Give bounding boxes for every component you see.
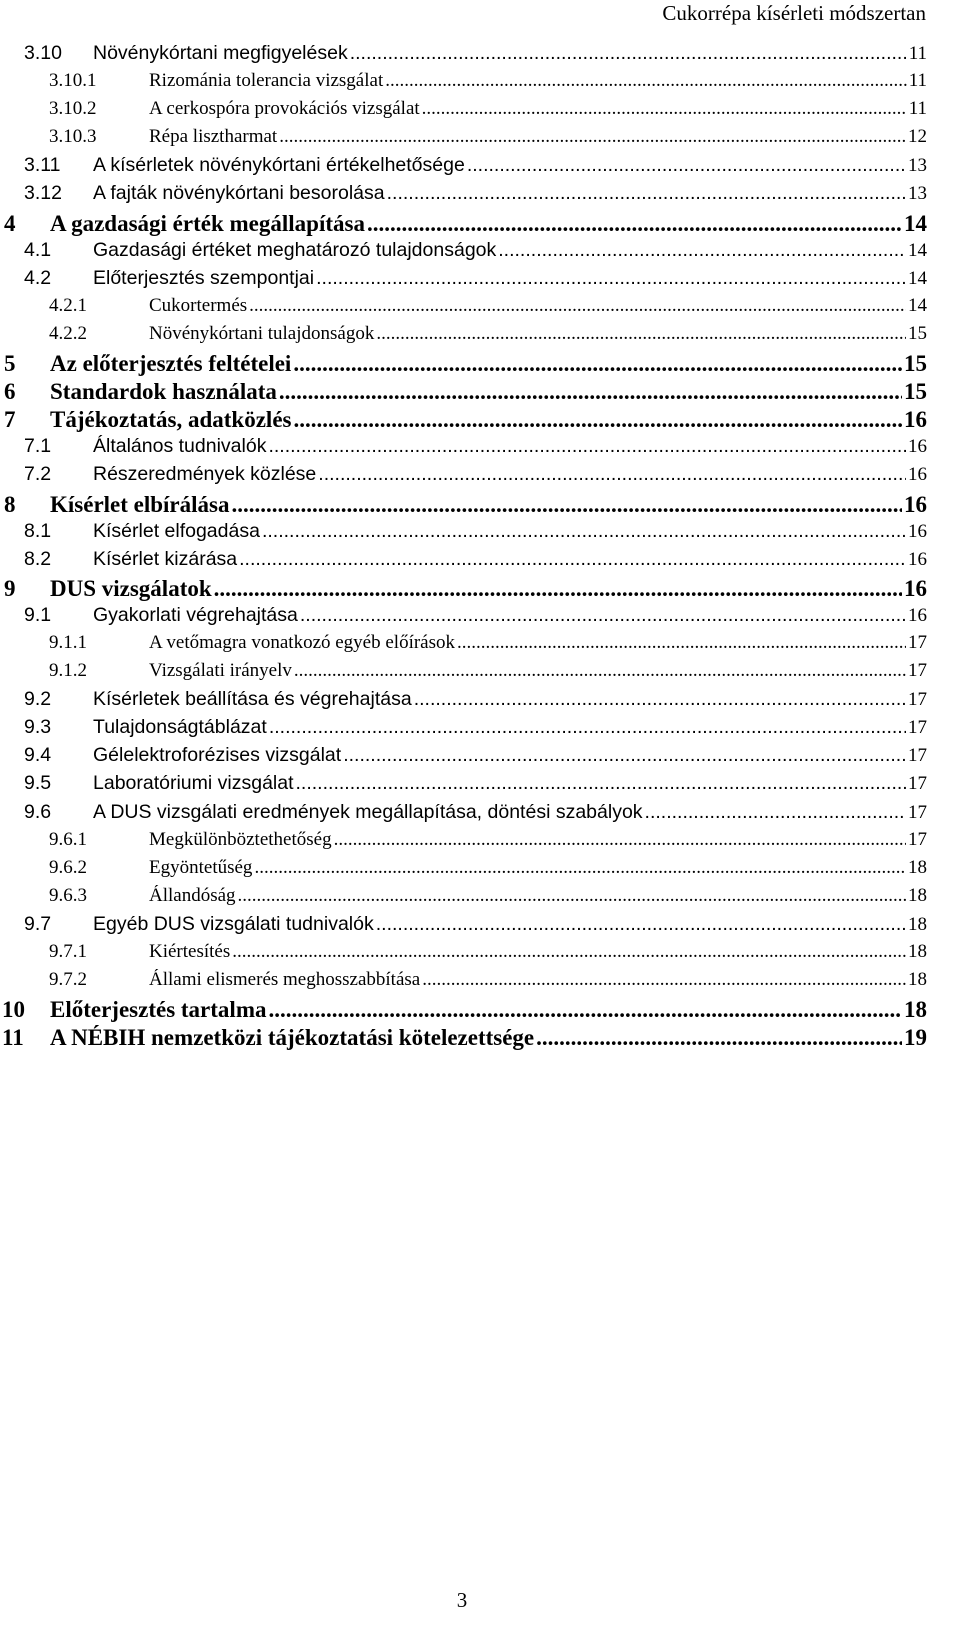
toc-entry[interactable] <box>0 379 960 407</box>
toc-entry[interactable] <box>0 70 960 98</box>
toc-entry-title: A DUS vizsgálati eredmények megállapítása, döntési szabályok <box>93 800 643 823</box>
dot-leader <box>293 407 902 433</box>
toc-entry[interactable] <box>0 688 960 716</box>
dot-leader <box>376 913 906 936</box>
page-number: 3 <box>456 1588 468 1612</box>
toc-entry-title: Kísérlet kizárása <box>93 547 238 570</box>
toc-entry[interactable] <box>0 239 960 267</box>
toc-entry-title: Egyéb DUS vizsgálati tudnivalók <box>93 912 374 935</box>
toc-entry[interactable] <box>0 182 960 210</box>
toc-entry-number: 5 <box>4 351 16 377</box>
toc-entry[interactable] <box>0 463 960 491</box>
toc-entry-title: A vetőmagra vonatkozó egyéb előírások <box>149 631 456 653</box>
toc-entry-page: 18 <box>908 856 927 878</box>
toc-entry[interactable] <box>0 435 960 463</box>
dot-leader <box>232 941 906 963</box>
toc-entry[interactable] <box>0 520 960 548</box>
running-header: Cukorrépa kísérleti módszertan <box>662 1 926 25</box>
toc-entry-title: Megkülönböztethetőség <box>149 828 332 850</box>
toc-entry-number: 9 <box>4 575 16 601</box>
dot-leader <box>343 744 906 767</box>
toc-entry[interactable] <box>0 941 960 969</box>
dot-leader <box>249 295 906 317</box>
toc-entry-page: 14 <box>904 210 927 236</box>
dot-leader <box>239 548 906 571</box>
toc-entry-number: 6 <box>4 379 16 405</box>
toc-entry-number: 10 <box>2 997 25 1023</box>
table-of-contents <box>0 42 960 1053</box>
toc-entry-title: Egyöntetűség <box>149 856 253 878</box>
toc-entry-title: Növénykórtani megfigyelések <box>93 42 348 64</box>
dot-leader <box>350 42 907 65</box>
toc-entry-title: Kísérlet elfogadása <box>93 519 260 542</box>
toc-entry[interactable] <box>0 604 960 632</box>
toc-entry-page: 13 <box>908 183 927 205</box>
toc-entry-title: Gélelektroforézises vizsgálat <box>93 744 342 767</box>
toc-entry-title: Állandóság <box>149 884 236 906</box>
toc-entry-number: 9.4 <box>24 744 52 767</box>
toc-entry-page: 17 <box>908 773 927 795</box>
toc-entry-number: 4.2.2 <box>49 322 87 344</box>
dot-leader <box>238 885 906 907</box>
toc-entry-page: 17 <box>908 745 927 767</box>
dot-leader <box>334 829 906 851</box>
dot-leader <box>318 463 906 486</box>
toc-entry-page: 11 <box>908 70 927 92</box>
dot-leader <box>316 267 906 290</box>
toc-entry-number: 3.10.2 <box>49 98 97 120</box>
dot-leader <box>422 969 906 991</box>
toc-entry-title: Tájékoztatás, adatközlés <box>50 407 292 433</box>
toc-entry-title: Laboratóriumi vizsgálat <box>93 772 294 795</box>
toc-entry-number: 8.1 <box>24 519 52 542</box>
dot-leader <box>457 632 906 654</box>
dot-leader <box>262 520 906 543</box>
toc-entry-page: 14 <box>908 267 927 289</box>
toc-entry[interactable] <box>0 576 960 604</box>
toc-entry[interactable] <box>0 407 960 435</box>
toc-entry[interactable] <box>0 42 960 70</box>
dot-leader <box>536 1025 902 1051</box>
toc-entry[interactable] <box>0 913 960 941</box>
toc-entry-number: 3.11 <box>24 154 61 177</box>
dot-leader <box>279 379 902 405</box>
toc-entry-title: A fajták növénykórtani besorolása <box>93 182 385 205</box>
toc-entry-number: 9.6.3 <box>49 884 87 906</box>
toc-entry-title: Részeredmények közlése <box>93 463 317 486</box>
toc-entry-title: Rizománia tolerancia vizsgálat <box>149 70 384 92</box>
toc-entry-title: Standardok használata <box>50 379 277 405</box>
dot-leader <box>293 351 902 377</box>
toc-entry[interactable] <box>0 772 960 800</box>
toc-entry-number: 4.2.1 <box>49 294 87 316</box>
dot-leader <box>467 154 906 177</box>
toc-entry-page: 19 <box>904 1025 927 1051</box>
toc-entry-number: 9.6.2 <box>49 856 87 878</box>
toc-entry-number: 9.6 <box>24 800 52 823</box>
toc-entry[interactable] <box>0 1025 960 1053</box>
dot-leader <box>279 126 906 148</box>
toc-entry-title: Az előterjesztés feltételei <box>50 351 292 377</box>
dot-leader <box>300 604 906 627</box>
toc-entry-title: DUS vizsgálatok <box>50 575 212 601</box>
toc-entry-page: 17 <box>908 717 927 739</box>
toc-entry-title: Gyakorlati végrehajtása <box>93 603 298 626</box>
toc-entry-number: 9.1 <box>24 603 52 626</box>
toc-entry-title: Gazdasági értéket meghatározó tulajdonságok <box>93 238 497 261</box>
toc-entry[interactable] <box>0 211 960 239</box>
toc-entry-page: 11 <box>908 43 927 64</box>
toc-entry-number: 9.7.1 <box>49 941 87 962</box>
toc-entry-number: 3.10.3 <box>49 126 97 148</box>
toc-entry-title: A gazdasági érték megállapítása <box>50 210 365 236</box>
toc-entry-number: 9.7 <box>24 912 52 935</box>
toc-entry-page: 18 <box>908 913 927 935</box>
toc-entry[interactable] <box>0 351 960 379</box>
dot-leader <box>367 211 902 237</box>
toc-entry-number: 9.1.1 <box>49 631 87 653</box>
toc-entry-page: 15 <box>904 379 927 405</box>
dot-leader <box>254 857 906 879</box>
toc-entry-page: 18 <box>908 884 927 906</box>
toc-entry[interactable] <box>0 744 960 772</box>
toc-entry-title: Növénykórtani tulajdonságok <box>149 322 375 344</box>
toc-entry-page: 16 <box>908 464 927 486</box>
toc-entry-page: 17 <box>908 801 927 823</box>
toc-entry-number: 7.1 <box>24 435 52 458</box>
toc-entry-page: 17 <box>908 689 927 711</box>
toc-entry-number: 7.2 <box>24 463 52 486</box>
toc-entry-page: 16 <box>908 436 927 458</box>
toc-entry-title: A NÉBIH nemzetközi tájékoztatási kötelezettsége <box>50 1025 535 1051</box>
toc-entry-title: Vizsgálati irányelv <box>149 660 292 682</box>
toc-entry[interactable] <box>0 716 960 744</box>
toc-entry-number: 3.12 <box>24 182 62 205</box>
dot-leader <box>385 70 906 92</box>
toc-entry-page: 17 <box>908 660 927 682</box>
dot-leader <box>498 239 906 262</box>
toc-entry-number: 9.3 <box>24 716 52 739</box>
toc-entry-page: 17 <box>908 828 927 850</box>
dot-leader <box>422 98 907 120</box>
toc-entry-page: 16 <box>908 604 927 626</box>
toc-entry[interactable] <box>0 660 960 688</box>
toc-entry-number: 4.2 <box>24 266 52 289</box>
toc-entry-page: 14 <box>908 294 927 316</box>
dot-leader <box>269 716 906 739</box>
toc-entry[interactable] <box>0 997 960 1025</box>
toc-entry-page: 15 <box>908 322 927 344</box>
toc-entry-title: Kísérletek beállítása és végrehajtása <box>93 688 412 711</box>
toc-entry[interactable] <box>0 829 960 857</box>
toc-entry-page: 18 <box>908 941 927 962</box>
toc-entry[interactable] <box>0 969 960 997</box>
toc-entry-title: Állami elismerés meghosszabbítása <box>149 969 421 991</box>
toc-entry-number: 9.2 <box>24 688 52 711</box>
toc-entry-number: 8.2 <box>24 547 52 570</box>
dot-leader <box>376 323 906 345</box>
toc-entry[interactable] <box>0 267 960 295</box>
toc-entry-title: Előterjesztés szempontjai <box>93 266 315 289</box>
dot-leader <box>268 997 902 1023</box>
toc-entry-page: 18 <box>908 969 927 991</box>
dot-leader <box>294 660 906 682</box>
toc-entry-number: 8 <box>4 491 16 517</box>
dot-leader <box>268 435 906 458</box>
toc-entry[interactable] <box>0 632 960 660</box>
toc-entry-page: 16 <box>904 407 927 433</box>
dot-leader <box>214 576 902 602</box>
toc-entry-page: 13 <box>908 155 927 177</box>
toc-entry-page: 16 <box>908 548 927 570</box>
toc-entry-number: 11 <box>2 1025 24 1051</box>
toc-entry-page: 12 <box>908 126 927 148</box>
toc-entry-number: 3.10 <box>24 42 62 64</box>
dot-leader <box>645 801 906 824</box>
toc-entry-title: A kísérletek növénykórtani értékelhetősége <box>93 154 465 177</box>
toc-entry[interactable] <box>0 295 960 323</box>
toc-entry-number: 7 <box>4 407 16 433</box>
toc-entry-number: 4 <box>4 210 16 236</box>
toc-entry-number: 4.1 <box>24 238 52 261</box>
toc-entry-page: 11 <box>908 98 927 120</box>
toc-entry-page: 16 <box>904 491 927 517</box>
toc-entry-title: Általános tudnivalók <box>93 435 267 458</box>
toc-entry-page: 14 <box>908 239 927 261</box>
toc-entry-title: A cerkospóra provokációs vizsgálat <box>149 98 420 120</box>
toc-entry[interactable] <box>0 323 960 351</box>
dot-leader <box>387 182 906 205</box>
toc-entry-title: Tulajdonságtáblázat <box>93 716 267 739</box>
toc-entry[interactable] <box>0 98 960 126</box>
toc-entry-number: 3.10.1 <box>49 70 97 92</box>
toc-entry-number: 9.5 <box>24 772 52 795</box>
toc-entry-title: Cukortermés <box>149 294 248 316</box>
toc-entry-number: 9.6.1 <box>49 828 87 850</box>
toc-entry[interactable] <box>0 154 960 182</box>
toc-entry-page: 15 <box>904 351 927 377</box>
toc-entry-title: Répa lisztharmat <box>149 126 278 148</box>
toc-entry[interactable] <box>0 548 960 576</box>
toc-entry[interactable] <box>0 492 960 520</box>
toc-entry-number: 9.1.2 <box>49 660 87 682</box>
toc-entry-number: 9.7.2 <box>49 969 87 991</box>
toc-entry[interactable] <box>0 885 960 913</box>
toc-entry-page: 16 <box>904 575 927 601</box>
dot-leader <box>414 688 906 711</box>
toc-entry-page: 16 <box>908 520 927 542</box>
dot-leader <box>232 492 903 518</box>
toc-entry-title: Kiértesítés <box>149 941 231 962</box>
toc-entry-title: Kísérlet elbírálása <box>50 491 230 517</box>
toc-entry[interactable] <box>0 857 960 885</box>
toc-entry[interactable] <box>0 801 960 829</box>
toc-entry-page: 18 <box>904 997 927 1023</box>
toc-entry[interactable] <box>0 126 960 154</box>
toc-entry-title: Előterjesztés tartalma <box>50 997 267 1023</box>
toc-entry-page: 17 <box>908 631 927 653</box>
dot-leader <box>296 772 906 795</box>
